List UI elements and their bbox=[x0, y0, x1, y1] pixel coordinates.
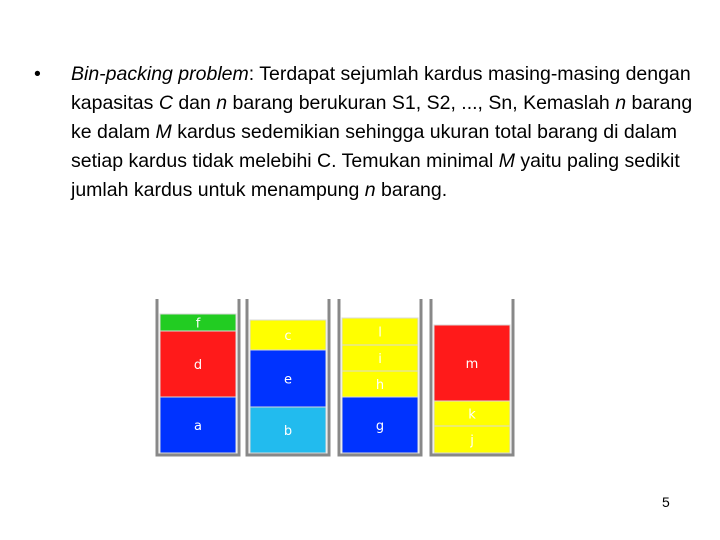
bins-illustration bbox=[150, 296, 520, 458]
bin-item-label: b bbox=[283, 424, 293, 439]
bin-item-label: j bbox=[470, 433, 474, 449]
bullet-item bbox=[34, 60, 694, 205]
bin-item-label: d bbox=[193, 358, 203, 373]
bin-item-label: i bbox=[378, 352, 382, 367]
slide-body bbox=[34, 60, 694, 205]
bin-item-label: h bbox=[375, 378, 385, 393]
text-segment: dan bbox=[172, 92, 217, 114]
bin-item-label: g bbox=[375, 419, 385, 434]
bin-item-label: m bbox=[465, 357, 479, 372]
text-segment: : Terdapat sejumlah kardus masing-masing dengan kapasitas bbox=[71, 63, 691, 114]
bin-item-label: k bbox=[468, 407, 476, 423]
bin bbox=[247, 299, 329, 455]
bin-item-label: e bbox=[284, 372, 292, 388]
text-segment: yaitu paling sedikit jumlah kardus untuk menampung bbox=[71, 150, 680, 201]
variable-n: n bbox=[364, 179, 376, 201]
bin-item-label: a bbox=[194, 419, 202, 434]
text-segment: barang berukuran S1, S2, ..., Sn, Kemaslah bbox=[227, 92, 616, 114]
bin bbox=[339, 299, 421, 455]
text-segment: barang. bbox=[375, 179, 448, 201]
bin-packing-diagram bbox=[150, 296, 520, 458]
bullet-glyph: • bbox=[34, 63, 41, 85]
bin bbox=[431, 299, 513, 455]
bin-item-label: l bbox=[378, 325, 382, 341]
bin bbox=[157, 299, 239, 455]
term-bin-packing: Bin-packing problem bbox=[71, 63, 249, 85]
text-segment: barang ke dalam bbox=[71, 92, 693, 143]
text-segment: kardus sedemikian sehingga ukuran total barang di dalam setiap kardus tidak melebihi C. Temukan minimal bbox=[71, 121, 677, 172]
page-number: 5 bbox=[662, 494, 670, 510]
variable-m: M bbox=[155, 121, 172, 143]
bin-item-label: c bbox=[284, 329, 292, 344]
variable-n: n bbox=[615, 92, 627, 114]
variable-n: n bbox=[216, 92, 228, 114]
variable-c: C bbox=[158, 92, 173, 114]
variable-m: M bbox=[498, 150, 515, 172]
bin-item-label: f bbox=[195, 316, 201, 332]
